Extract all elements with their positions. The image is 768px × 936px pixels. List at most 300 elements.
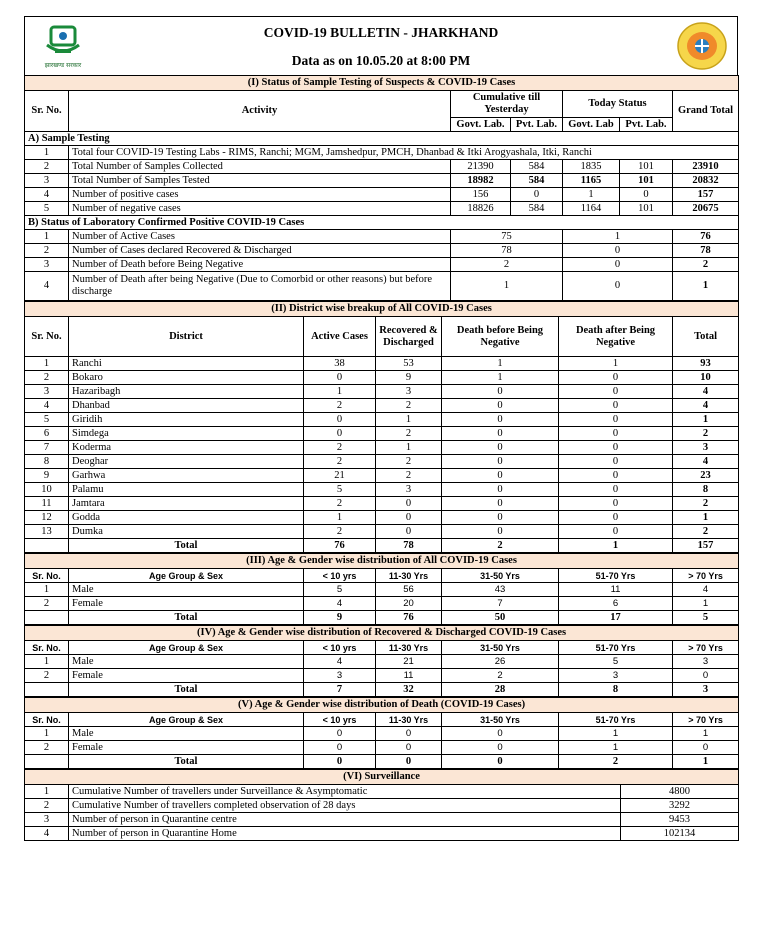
age-value: 0 — [673, 669, 739, 683]
col-g4: 51-70 Yrs — [559, 713, 673, 727]
death-before: 0 — [442, 525, 559, 539]
age-value: 5 — [559, 655, 673, 669]
death-before: 0 — [442, 399, 559, 413]
today-govt: 1 — [563, 188, 620, 202]
sr-no: 2 — [25, 371, 69, 385]
today-govt: 1164 — [563, 202, 620, 216]
table-row — [25, 427, 739, 441]
age-value: 0 — [376, 741, 442, 755]
district-name: Simdega — [69, 427, 304, 441]
table-row — [25, 525, 739, 539]
table-row — [25, 469, 739, 483]
surveillance-label: Cumulative Number of travellers completed observation of 28 days — [69, 799, 621, 813]
table-row — [25, 202, 739, 216]
age-value: 43 — [442, 583, 559, 597]
age-value: 4 — [304, 597, 376, 611]
activity-label: Number of Active Cases — [69, 230, 451, 244]
sr-no: 8 — [25, 455, 69, 469]
col-grand-total: Grand Total — [673, 91, 739, 132]
age-value: 0 — [673, 741, 739, 755]
today-govt: 1165 — [563, 174, 620, 188]
table-row — [25, 413, 739, 427]
active-cases: 2 — [304, 525, 376, 539]
death-before: 0 — [442, 483, 559, 497]
total-death-after: 1 — [559, 539, 673, 553]
total-label: Total — [69, 611, 304, 625]
cum-govt: 21390 — [451, 160, 511, 174]
grand-total: 1 — [673, 272, 739, 301]
total-value: 7 — [304, 683, 376, 697]
district-total: 4 — [673, 385, 739, 399]
section-3-table — [24, 553, 739, 625]
today-pvt: 101 — [620, 202, 673, 216]
bulletin-date: Data as on 10.05.20 at 8:00 PM — [291, 53, 471, 68]
district-name: Palamu — [69, 483, 304, 497]
death-before: 0 — [442, 469, 559, 483]
section-6-table — [24, 769, 739, 841]
col-total: Total — [673, 317, 739, 357]
sr-no: 12 — [25, 511, 69, 525]
table-row — [25, 511, 739, 525]
total-value: 17 — [559, 611, 673, 625]
active-cases: 2 — [304, 399, 376, 413]
grand-total: 78 — [673, 244, 739, 258]
table-row — [25, 357, 739, 371]
empty-cell — [25, 611, 69, 625]
recovered: 2 — [376, 455, 442, 469]
surveillance-label: Number of person in Quarantine Home — [69, 827, 621, 841]
recovered: 2 — [376, 399, 442, 413]
death-after: 0 — [559, 399, 673, 413]
sex-label: Male — [69, 727, 304, 741]
total-value: 50 — [442, 611, 559, 625]
age-value: 0 — [442, 727, 559, 741]
recovered: 2 — [376, 427, 442, 441]
today-pvt: 101 — [620, 174, 673, 188]
age-value: 7 — [442, 597, 559, 611]
total-label: Total — [69, 683, 304, 697]
district-total: 93 — [673, 357, 739, 371]
age-value: 2 — [442, 669, 559, 683]
col-activity: Activity — [69, 91, 451, 132]
sr-no: 1 — [25, 583, 69, 597]
section-3-title: (III) Age & Gender wise distribution of All COVID-19 Cases — [25, 554, 739, 569]
district-name: Dhanbad — [69, 399, 304, 413]
death-after: 0 — [559, 427, 673, 441]
col-srno: Sr. No. — [25, 317, 69, 357]
total-value: 1 — [673, 755, 739, 769]
total-value: 0 — [376, 755, 442, 769]
sr-no: 1 — [25, 785, 69, 799]
subsection-b-title: B) Status of Laboratory Confirmed Positive COVID-19 Cases — [25, 216, 739, 230]
section-1-title: (I) Status of Sample Testing of Suspects & COVID-19 Cases — [25, 76, 739, 91]
recovered: 3 — [376, 385, 442, 399]
col-g2: 11-30 Yrs — [376, 569, 442, 583]
death-before: 1 — [442, 371, 559, 385]
col-srno: Sr. No. — [25, 569, 69, 583]
col-age-group: Age Group & Sex — [69, 641, 304, 655]
death-after: 0 — [559, 511, 673, 525]
surveillance-value: 102134 — [621, 827, 739, 841]
section-1-table — [24, 75, 739, 301]
age-value: 11 — [559, 583, 673, 597]
col-govt-lab: Govt. Lab. — [451, 118, 511, 132]
recovered: 3 — [376, 483, 442, 497]
district-total: 4 — [673, 455, 739, 469]
table-row — [25, 230, 739, 244]
subsection-a-title: A) Sample Testing — [25, 132, 739, 146]
age-value: 4 — [304, 655, 376, 669]
district-total: 4 — [673, 399, 739, 413]
sr-no: 5 — [25, 413, 69, 427]
age-value: 6 — [559, 597, 673, 611]
sr-no: 2 — [25, 669, 69, 683]
col-g1: < 10 yrs — [304, 641, 376, 655]
col-death-before: Death before Being Negative — [442, 317, 559, 357]
death-after: 0 — [559, 497, 673, 511]
district-name: Giridih — [69, 413, 304, 427]
col-g3: 31-50 Yrs — [442, 569, 559, 583]
death-before: 0 — [442, 441, 559, 455]
section-2-table — [24, 301, 739, 553]
table-row — [25, 174, 739, 188]
cum-govt: 18826 — [451, 202, 511, 216]
recovered: 0 — [376, 497, 442, 511]
age-value: 0 — [442, 741, 559, 755]
col-g2: 11-30 Yrs — [376, 713, 442, 727]
table-row — [25, 441, 739, 455]
activity-label: Number of Death after being Negative (Due to Comorbid or other reasons) but before discharge — [69, 272, 451, 301]
district-total: 3 — [673, 441, 739, 455]
table-row-total — [25, 611, 739, 625]
sr-no: 3 — [25, 258, 69, 272]
sex-label: Male — [69, 655, 304, 669]
sr-no: 2 — [25, 160, 69, 174]
section-5-table — [24, 697, 739, 769]
district-name: Bokaro — [69, 371, 304, 385]
active-cases: 21 — [304, 469, 376, 483]
total-value: 3 — [673, 683, 739, 697]
total-value: 28 — [442, 683, 559, 697]
sr-no: 4 — [25, 399, 69, 413]
col-srno: Sr. No. — [25, 91, 69, 132]
sr-no: 7 — [25, 441, 69, 455]
sex-label: Female — [69, 669, 304, 683]
age-value: 0 — [304, 741, 376, 755]
section-4-table — [24, 625, 739, 697]
activity-label: Number of Death before Being Negative — [69, 258, 451, 272]
grand-total: 23910 — [673, 160, 739, 174]
col-g5: > 70 Yrs — [673, 569, 739, 583]
col-pvt-lab-today: Pvt. Lab. — [620, 118, 673, 132]
age-value: 56 — [376, 583, 442, 597]
surveillance-value: 3292 — [621, 799, 739, 813]
empty-cell — [25, 755, 69, 769]
grand-total: 157 — [673, 188, 739, 202]
col-srno: Sr. No. — [25, 641, 69, 655]
total-value: 9 — [304, 611, 376, 625]
empty-cell — [25, 683, 69, 697]
age-value: 3 — [304, 669, 376, 683]
table-row — [25, 385, 739, 399]
district-total: 2 — [673, 497, 739, 511]
sr-no: 11 — [25, 497, 69, 511]
table-row — [25, 827, 739, 841]
table-row — [25, 813, 739, 827]
grand-total: 2 — [673, 258, 739, 272]
district-total: 1 — [673, 413, 739, 427]
activity-label: Total Number of Samples Collected — [69, 160, 451, 174]
table-row-total — [25, 683, 739, 697]
active-cases: 1 — [304, 385, 376, 399]
sr-no: 3 — [25, 174, 69, 188]
death-after: 0 — [559, 455, 673, 469]
table-row — [25, 371, 739, 385]
death-after: 0 — [559, 441, 673, 455]
death-after: 0 — [559, 385, 673, 399]
sr-no: 4 — [25, 272, 69, 301]
col-g5: > 70 Yrs — [673, 641, 739, 655]
table-row — [25, 160, 739, 174]
district-total: 2 — [673, 427, 739, 441]
sr-no: 5 — [25, 202, 69, 216]
table-row — [25, 188, 739, 202]
age-value: 0 — [304, 727, 376, 741]
today-value: 0 — [563, 244, 673, 258]
total-value: 8 — [559, 683, 673, 697]
table-row — [25, 583, 739, 597]
age-value: 21 — [376, 655, 442, 669]
col-srno: Sr. No. — [25, 713, 69, 727]
total-death-before: 2 — [442, 539, 559, 553]
surveillance-label: Number of person in Quarantine centre — [69, 813, 621, 827]
col-cumulative: Cumulative till Yesterday — [451, 91, 563, 118]
death-after: 0 — [559, 371, 673, 385]
sr-no: 4 — [25, 188, 69, 202]
table-row — [25, 258, 739, 272]
activity-label: Total four COVID-19 Testing Labs - RIMS, Ranchi; MGM, Jamshedpur, PMCH, Dhanbad & Itki Arogyashala, Itki, Ranchi — [69, 146, 739, 160]
empty-cell — [25, 539, 69, 553]
death-after: 0 — [559, 413, 673, 427]
jharkhand-health-seal-icon — [675, 21, 729, 71]
total-total: 157 — [673, 539, 739, 553]
table-row — [25, 272, 739, 301]
col-district: District — [69, 317, 304, 357]
age-value: 3 — [673, 655, 739, 669]
cum-govt: 18982 — [451, 174, 511, 188]
age-value: 0 — [376, 727, 442, 741]
death-before: 0 — [442, 427, 559, 441]
sr-no: 9 — [25, 469, 69, 483]
activity-label: Number of positive cases — [69, 188, 451, 202]
active-cases: 1 — [304, 511, 376, 525]
recovered: 9 — [376, 371, 442, 385]
age-value: 1 — [559, 741, 673, 755]
sex-label: Female — [69, 741, 304, 755]
death-before: 0 — [442, 511, 559, 525]
cum-pvt: 584 — [511, 160, 563, 174]
district-name: Hazaribagh — [69, 385, 304, 399]
district-total: 2 — [673, 525, 739, 539]
age-gender-sections — [24, 553, 738, 769]
activity-label: Number of Cases declared Recovered & Discharged — [69, 244, 451, 258]
sr-no: 1 — [25, 727, 69, 741]
death-before: 0 — [442, 455, 559, 469]
bulletin-page — [24, 16, 738, 841]
district-name: Godda — [69, 511, 304, 525]
section-5-title: (V) Age & Gender wise distribution of Death (COVID-19 Cases) — [25, 698, 739, 713]
grand-total: 20832 — [673, 174, 739, 188]
section-2-title: (II) District wise breakup of All COVID-19 Cases — [25, 302, 739, 317]
col-active-cases: Active Cases — [304, 317, 376, 357]
active-cases: 0 — [304, 427, 376, 441]
activity-label: Total Number of Samples Tested — [69, 174, 451, 188]
active-cases: 5 — [304, 483, 376, 497]
sr-no: 10 — [25, 483, 69, 497]
death-before: 0 — [442, 385, 559, 399]
col-g2: 11-30 Yrs — [376, 641, 442, 655]
table-row — [25, 455, 739, 469]
district-name: Ranchi — [69, 357, 304, 371]
recovered: 53 — [376, 357, 442, 371]
surveillance-value: 9453 — [621, 813, 739, 827]
recovered: 0 — [376, 511, 442, 525]
cum-pvt: 0 — [511, 188, 563, 202]
col-govt-lab-today: Govt. Lab — [563, 118, 620, 132]
grand-total: 20675 — [673, 202, 739, 216]
age-value: 20 — [376, 597, 442, 611]
age-value: 3 — [559, 669, 673, 683]
col-age-group: Age Group & Sex — [69, 569, 304, 583]
table-row — [25, 799, 739, 813]
death-before: 0 — [442, 413, 559, 427]
sr-no: 3 — [25, 813, 69, 827]
active-cases: 2 — [304, 441, 376, 455]
table-row — [25, 669, 739, 683]
recovered: 0 — [376, 525, 442, 539]
recovered: 2 — [376, 469, 442, 483]
col-g4: 51-70 Yrs — [559, 641, 673, 655]
total-value: 0 — [304, 755, 376, 769]
govt-logo-text: झारखण्ड सरकार — [44, 62, 82, 69]
cum-pvt: 584 — [511, 202, 563, 216]
grand-total: 76 — [673, 230, 739, 244]
district-rows — [25, 357, 739, 539]
col-g4: 51-70 Yrs — [559, 569, 673, 583]
sr-no: 1 — [25, 357, 69, 371]
bulletin-header — [24, 16, 738, 75]
table-row-total — [25, 755, 739, 769]
age-value: 1 — [673, 597, 739, 611]
total-label: Total — [69, 539, 304, 553]
total-value: 0 — [442, 755, 559, 769]
district-name: Jamtara — [69, 497, 304, 511]
table-row — [25, 727, 739, 741]
active-cases: 2 — [304, 455, 376, 469]
today-value: 0 — [563, 272, 673, 301]
cumulative-value: 1 — [451, 272, 563, 301]
district-name: Deoghar — [69, 455, 304, 469]
surveillance-rows — [25, 785, 739, 841]
age-value: 26 — [442, 655, 559, 669]
total-value: 5 — [673, 611, 739, 625]
death-before: 1 — [442, 357, 559, 371]
total-recovered: 78 — [376, 539, 442, 553]
sr-no: 1 — [25, 230, 69, 244]
death-after: 0 — [559, 469, 673, 483]
recovered: 1 — [376, 441, 442, 455]
sr-no: 13 — [25, 525, 69, 539]
activity-label: Number of negative cases — [69, 202, 451, 216]
death-after: 1 — [559, 357, 673, 371]
surveillance-label: Cumulative Number of travellers under Surveillance & Asymptomatic — [69, 785, 621, 799]
district-total: 1 — [673, 511, 739, 525]
section-4-title: (IV) Age & Gender wise distribution of Recovered & Discharged COVID-19 Cases — [25, 626, 739, 641]
total-value: 32 — [376, 683, 442, 697]
bulletin-title: COVID-19 BULLETIN - JHARKHAND — [263, 25, 499, 40]
table-row — [25, 497, 739, 511]
sr-no: 1 — [25, 146, 69, 160]
today-value: 0 — [563, 258, 673, 272]
sr-no: 2 — [25, 244, 69, 258]
col-g5: > 70 Yrs — [673, 713, 739, 727]
age-value: 5 — [304, 583, 376, 597]
surveillance-value: 4800 — [621, 785, 739, 799]
table-row — [25, 655, 739, 669]
sex-label: Male — [69, 583, 304, 597]
total-value: 76 — [376, 611, 442, 625]
district-name: Garhwa — [69, 469, 304, 483]
col-g3: 31-50 Yrs — [442, 641, 559, 655]
sr-no: 3 — [25, 385, 69, 399]
active-cases: 0 — [304, 413, 376, 427]
col-pvt-lab: Pvt. Lab. — [511, 118, 563, 132]
table-row-total — [25, 539, 739, 553]
table-row — [25, 483, 739, 497]
age-value: 11 — [376, 669, 442, 683]
today-value: 1 — [563, 230, 673, 244]
death-after: 0 — [559, 525, 673, 539]
sr-no: 2 — [25, 597, 69, 611]
table-row — [25, 399, 739, 413]
today-pvt: 101 — [620, 160, 673, 174]
total-value: 2 — [559, 755, 673, 769]
district-total: 23 — [673, 469, 739, 483]
col-g3: 31-50 Yrs — [442, 713, 559, 727]
table-row — [25, 597, 739, 611]
cumulative-value: 2 — [451, 258, 563, 272]
total-label: Total — [69, 755, 304, 769]
age-value: 1 — [673, 727, 739, 741]
cum-govt: 156 — [451, 188, 511, 202]
col-today: Today Status — [563, 91, 673, 118]
today-govt: 1835 — [563, 160, 620, 174]
death-after: 0 — [559, 483, 673, 497]
age-value: 1 — [559, 727, 673, 741]
table-row — [25, 244, 739, 258]
active-cases: 38 — [304, 357, 376, 371]
today-pvt: 0 — [620, 188, 673, 202]
sr-no: 2 — [25, 741, 69, 755]
sex-label: Female — [69, 597, 304, 611]
age-value: 4 — [673, 583, 739, 597]
cumulative-value: 75 — [451, 230, 563, 244]
col-g1: < 10 yrs — [304, 569, 376, 583]
total-active: 76 — [304, 539, 376, 553]
sr-no: 2 — [25, 799, 69, 813]
cumulative-value: 78 — [451, 244, 563, 258]
table-row — [25, 146, 739, 160]
